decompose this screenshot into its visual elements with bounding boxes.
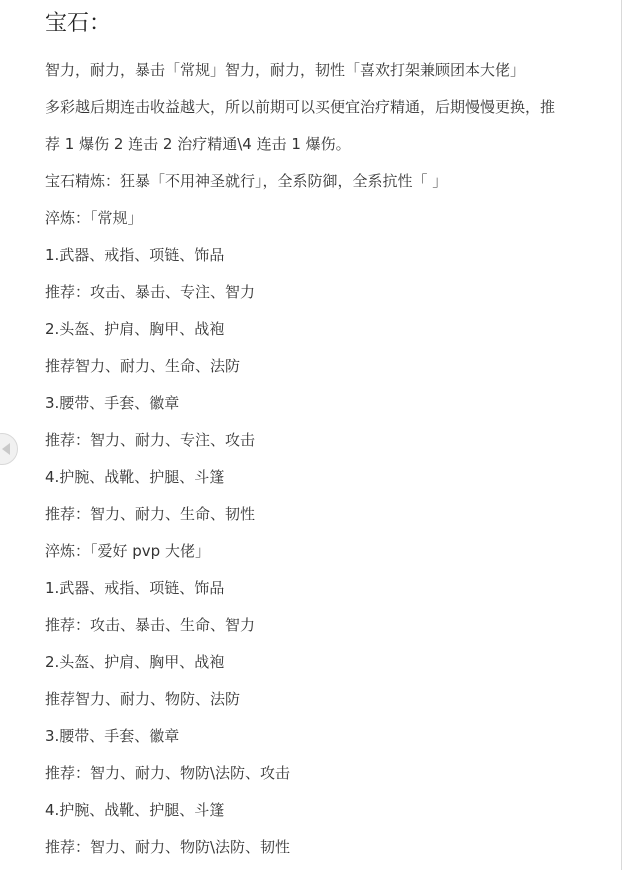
text-line: 荐 1 爆伤 2 连击 2 治疗精通\4 连击 1 爆伤。 <box>45 135 351 153</box>
text-line: 1.武器、戒指、项链、饰品 <box>45 579 225 597</box>
text-line: 3.腰带、手套、徽章 <box>45 394 180 412</box>
text-line: 推荐：智力、耐力、物防\法防、韧性 <box>45 838 291 856</box>
section-heading: 宝石： <box>45 11 112 36</box>
text-line: 1.武器、戒指、项链、饰品 <box>45 246 225 264</box>
text-line: 推荐：智力、耐力、生命、韧性 <box>45 505 256 523</box>
text-line: 推荐：攻击、暴击、专注、智力 <box>45 283 256 301</box>
text-line: 3.腰带、手套、徽章 <box>45 727 180 745</box>
text-line: 推荐：攻击、暴击、生命、智力 <box>45 616 256 634</box>
text-line: 宝石精炼：狂暴「不用神圣就行」，全系防御，全系抗性「 」 <box>45 172 448 190</box>
text-line: 4.护腕、战靴、护腿、斗篷 <box>45 801 225 819</box>
text-line: 推荐：智力、耐力、专注、攻击 <box>45 431 256 449</box>
text-line: 推荐智力、耐力、生命、法防 <box>45 357 241 375</box>
text-line: 多彩越后期连击收益越大，所以前期可以买便宜治疗精通，后期慢慢更换，推 <box>45 98 556 116</box>
chevron-left-icon <box>2 443 10 455</box>
text-line: 2.头盔、护肩、胸甲、战袍 <box>45 320 225 338</box>
text-line: 智力，耐力，暴击「常规」智力，耐力，韧性「喜欢打架兼顾团本大佬」 <box>45 61 526 79</box>
text-line: 淬炼：「爱好 pvp 大佬」 <box>45 542 210 560</box>
text-line: 推荐智力、耐力、物防、法防 <box>45 690 241 708</box>
text-line: 淬炼：「常规」 <box>45 209 143 227</box>
text-line: 推荐：智力、耐力、物防\法防、攻击 <box>45 764 291 782</box>
text-line: 4.护腕、战靴、护腿、斗篷 <box>45 468 225 486</box>
side-nav-tab[interactable] <box>0 433 18 465</box>
text-line: 2.头盔、护肩、胸甲、战袍 <box>45 653 225 671</box>
